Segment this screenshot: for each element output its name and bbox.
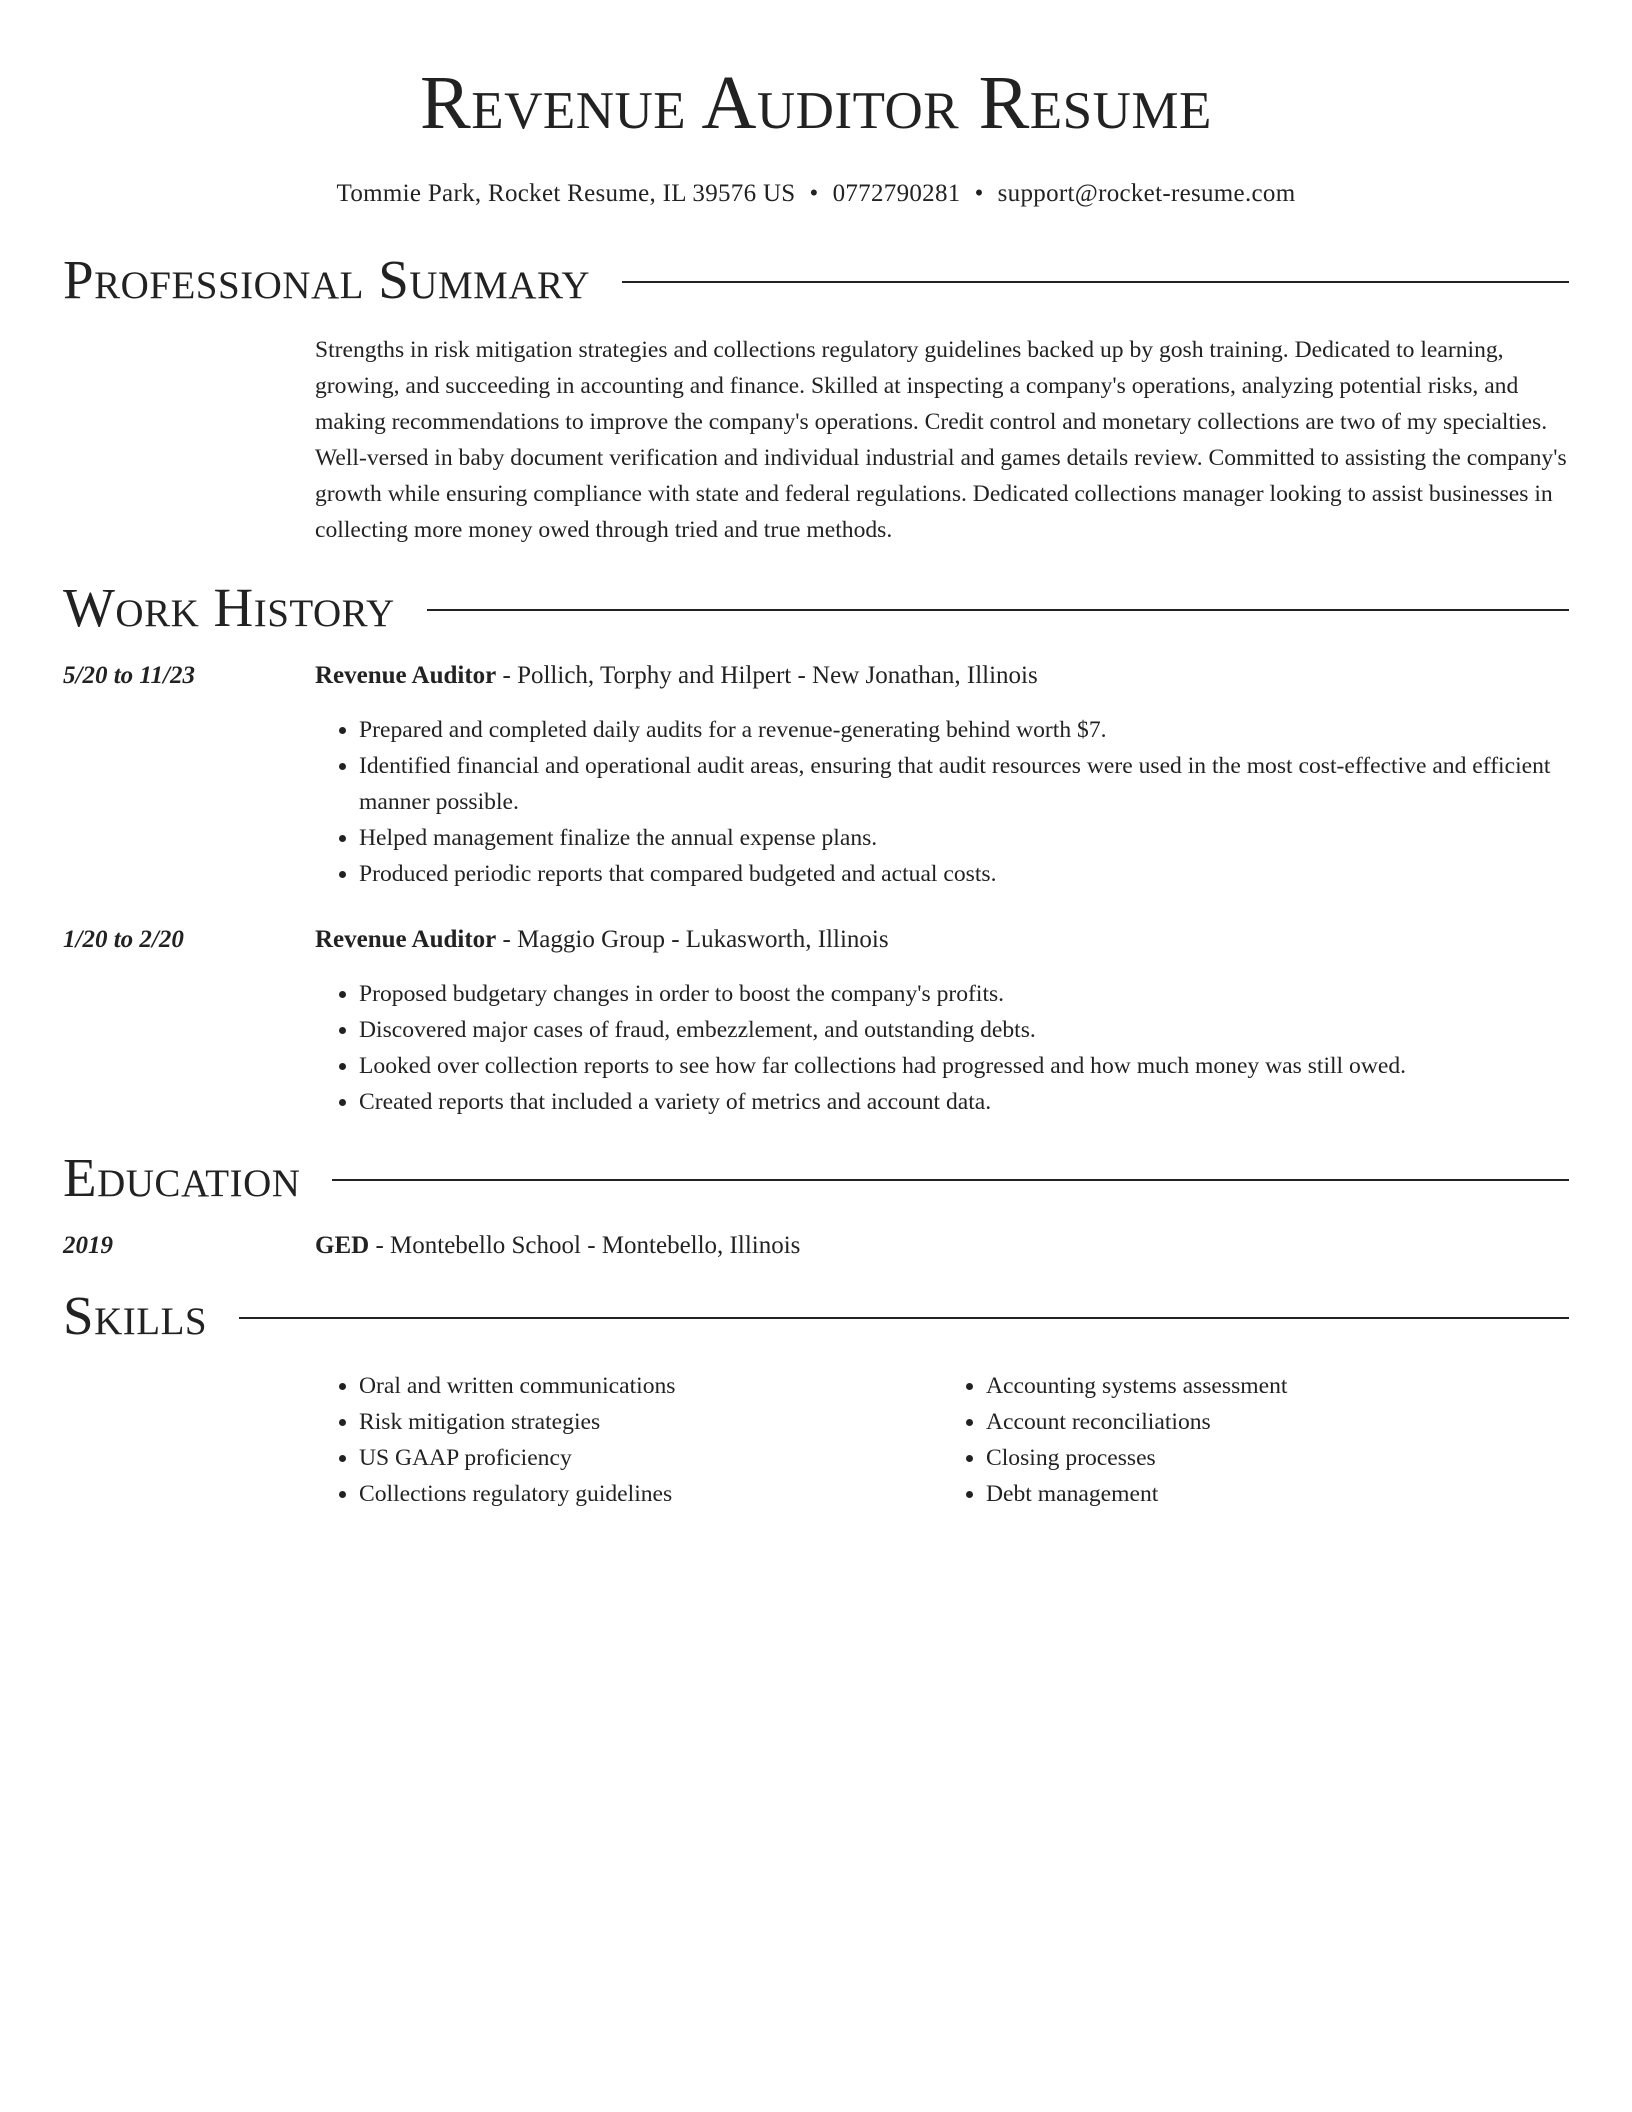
skill-item: • Accounting systems assessment: [986, 1368, 1569, 1404]
list-item: • Created reports that included a variety of metrics and account data.: [359, 1084, 1569, 1120]
job-details: - Maggio Group - Lukasworth, Illinois: [496, 926, 889, 953]
job-body: [315, 924, 1569, 1120]
job-heading: [315, 924, 1569, 956]
contact-separator: •: [809, 180, 819, 207]
skill-item: • Closing processes: [986, 1440, 1569, 1476]
contact-email: support@rocket-resume.com: [997, 180, 1296, 207]
list-item: • Identified financial and operational audit areas, ensuring that audit resources were used in the most cost-effective and efficient manner possible.: [359, 748, 1569, 820]
job-bullets: [63, 712, 1569, 892]
skill-item: • Risk mitigation strategies: [359, 1404, 942, 1440]
summary-heading: Professional Summary: [63, 249, 591, 310]
education-details: - Montebello School - Montebello, Illinois: [369, 1232, 801, 1259]
skill-item: • US GAAP proficiency: [359, 1440, 942, 1476]
education-year: 2019: [63, 1232, 113, 1259]
job-bullets: [63, 976, 1569, 1120]
job-details: - Pollich, Torphy and Hilpert - New Jonathan, Illinois: [496, 662, 1038, 689]
education-entry: [63, 1230, 1569, 1262]
skills-column-right: [942, 1368, 1569, 1512]
job-entry: [63, 924, 1569, 1120]
section-divider: [239, 1317, 1569, 1319]
skills-section-header: [63, 1284, 1569, 1348]
job-entry: [63, 660, 1569, 892]
contact-separator: •: [974, 180, 984, 207]
skills-list: [315, 1368, 1569, 1512]
skill-item: • Oral and written communications: [359, 1368, 942, 1404]
work-section-header: [63, 576, 1569, 640]
job-body: [315, 660, 1569, 892]
summary-section-header: [63, 248, 1569, 312]
list-item: • Helped management finalize the annual expense plans.: [359, 820, 1569, 856]
education-body: [315, 1230, 1569, 1262]
section-divider: [332, 1179, 1569, 1181]
section-divider: [427, 609, 1569, 611]
section-divider: [622, 281, 1569, 283]
contact-address: Tommie Park, Rocket Resume, IL 39576 US: [336, 180, 796, 207]
skill-item: • Debt management: [986, 1476, 1569, 1512]
work-heading: Work History: [63, 577, 395, 638]
job-heading: [315, 660, 1569, 692]
education-degree: GED: [315, 1232, 370, 1259]
job-title: Revenue Auditor: [315, 926, 497, 953]
skills-heading: Skills: [63, 1285, 208, 1346]
education-heading: Education: [63, 1147, 301, 1208]
resume-title: Revenue Auditor Resume: [420, 61, 1212, 145]
contact-line: [63, 178, 1569, 210]
job-title: Revenue Auditor: [315, 662, 497, 689]
list-item: • Discovered major cases of fraud, embezzlement, and outstanding debts.: [359, 1012, 1569, 1048]
summary-text: Strengths in risk mitigation strategies and collections regulatory guidelines backed up by gosh training. Dedicated to learning, growing, and succeeding in accounting and finance. Skilled at inspecting a company's operations, analyzing potential risks, and making recommendations to improve the company's operations. Credit control and monetary collections are two of my specialties. Well-versed in baby document verification and individual industrial and games details review. Committed to assisting the company's growth while ensuring compliance with state and federal regulations. Dedicated collections manager looking to assist businesses in collecting more money owed through tried and true methods.: [315, 337, 1567, 543]
education-section-header: [63, 1146, 1569, 1210]
education-heading-line: [315, 1230, 1569, 1262]
job-dates: 5/20 to 11/23: [63, 662, 195, 689]
skills-column-left: [315, 1368, 942, 1512]
list-item: • Proposed budgetary changes in order to boost the company's profits.: [359, 976, 1569, 1012]
list-item: • Looked over collection reports to see how far collections had progressed and how much money was still owed.: [359, 1048, 1569, 1084]
contact-phone: 0772790281: [832, 180, 961, 207]
list-item: • Produced periodic reports that compared budgeted and actual costs.: [359, 856, 1569, 892]
skill-item: • Collections regulatory guidelines: [359, 1476, 942, 1512]
list-item: • Prepared and completed daily audits for a revenue-generating behind worth $7.: [359, 712, 1569, 748]
job-dates: 1/20 to 2/20: [63, 926, 184, 953]
skill-item: • Account reconciliations: [986, 1404, 1569, 1440]
